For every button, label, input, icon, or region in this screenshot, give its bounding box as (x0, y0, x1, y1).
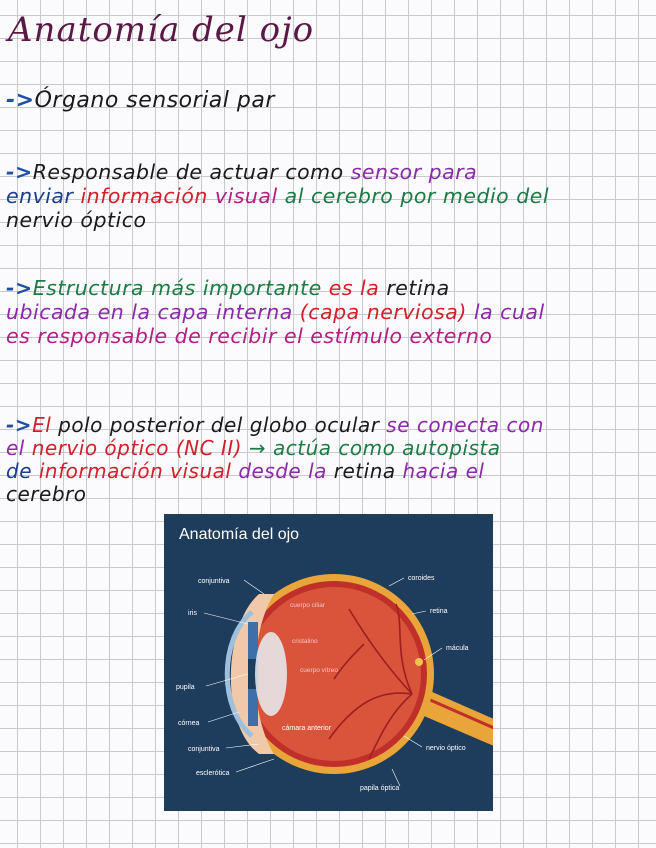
label-macula: mácula (446, 645, 469, 652)
note-4-seg: se conecta con (386, 413, 544, 437)
label-pupila: pupila (176, 684, 195, 691)
note-2-seg: información (80, 184, 215, 208)
label-papila-optica: papila óptica (360, 785, 400, 792)
note-2-seg: visual (214, 184, 285, 208)
note-4-seg: hacia el (402, 459, 485, 483)
lens-shape (255, 632, 287, 716)
note-4-seg: polo posterior del globo ocular (58, 413, 387, 437)
note-4 (6, 414, 544, 506)
note-4-seg: retina (333, 459, 403, 483)
note-4-line-1 (6, 414, 544, 437)
eye-diagram (164, 514, 493, 811)
note-4-seg: cerebro (6, 482, 87, 506)
note-4-seg: → actúa como autopista (248, 436, 501, 460)
page-title: Anatomía del ojo (8, 10, 315, 50)
note-2-line-2 (6, 184, 549, 208)
note-2-seg: sensor para (350, 160, 478, 184)
note-4-line-3 (6, 460, 544, 483)
note-3-line-3 (6, 324, 545, 348)
label-nervio-optico: nervio óptico (426, 745, 466, 752)
note-2-seg: Responsable de actuar como (32, 160, 351, 184)
note-3-line-2 (6, 300, 545, 324)
note-3-seg: retina (386, 276, 450, 300)
arrow-icon: -> (6, 276, 33, 300)
note-3-seg: Estructura más importante (32, 276, 329, 300)
label-retina: retina (430, 608, 448, 615)
note-4-line-4 (6, 483, 544, 506)
note-2-seg: enviar (6, 184, 81, 208)
arrow-icon: -> (6, 160, 33, 184)
macula-shape (415, 658, 423, 666)
eye-anatomy-figure (164, 514, 493, 811)
note-1 (6, 88, 275, 113)
figure-title: Anatomía del ojo (179, 526, 300, 543)
label-conjuntiva-top: conjuntiva (198, 578, 230, 585)
note-3-seg: es la (328, 276, 387, 300)
note-3-seg: la cual (473, 300, 545, 324)
note-2-seg: al cerebro por medio del (284, 184, 550, 208)
label-cuerpo-vitreo: cuerpo vítreo (300, 667, 338, 674)
note-3-seg: ubicada en la capa interna (6, 300, 300, 324)
note-4-seg: información visual (38, 459, 239, 483)
note-2 (6, 160, 549, 232)
note-2-line-1 (6, 160, 549, 184)
note-4-seg: desde la (238, 459, 334, 483)
note-3-line-1 (6, 276, 545, 300)
label-iris: iris (188, 610, 197, 617)
label-esclerotica: esclerótica (196, 770, 230, 777)
label-camara-anterior: cámara anterior (282, 725, 332, 732)
note-3 (6, 276, 545, 348)
label-coroides: coroides (408, 575, 435, 582)
arrow-icon: -> (6, 413, 33, 437)
note-4-seg: de (6, 459, 39, 483)
note-4-seg: nervio óptico (NC II) (31, 436, 249, 460)
note-2-line-3 (6, 208, 549, 232)
label-cuerpo-ciliar: cuerpo ciliar (290, 602, 326, 609)
label-conjuntiva-bottom: conjuntiva (188, 746, 220, 753)
arrow-icon: -> (6, 88, 35, 113)
note-3-seg: es responsable de recibir el estímulo externo (6, 324, 493, 348)
note-4-seg: el (6, 436, 32, 460)
note-2-seg: nervio óptico (6, 208, 147, 232)
label-cornea: córnea (178, 720, 200, 727)
note-3-seg: (capa nerviosa) (299, 300, 474, 324)
label-cristalino: cristalino (292, 638, 318, 645)
note-1-text: Órgano sensorial par (34, 88, 275, 113)
note-4-line-2 (6, 437, 544, 460)
note-4-seg: El (32, 413, 59, 437)
